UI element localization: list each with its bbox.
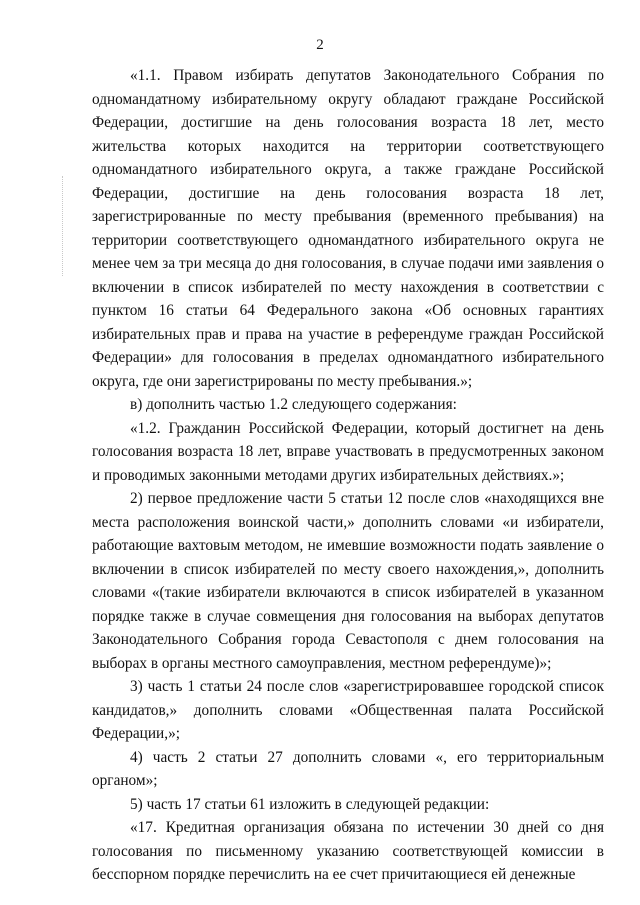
- page-number: 2: [316, 37, 324, 53]
- paragraph-item-5: 5) часть 17 статьи 61 изложить в следующей редакции:: [130, 795, 490, 813]
- paragraph-1-1: «1.1. Правом избирать депутатов Законодательного Собрания по одномандатному избирательному округу обладают граждане Российской Федерации, достигшие на день голосования возраста 18 лет, место жительства которых находится на территории соответствующего одномандатного избирательного округа, а также граждане Российской Федерации, достигшие на день голосования возраста 18 лет, зарегистрированные по месту пребывания (временного пребывания) на территории соответствующего одномандатного избирательного округа не менее чем за три месяца до дня голосования, в случае подачи ими заявления о включении в список избирателей по месту нахождения в соответствии с пунктом 16 статьи 64 Федерального закона «Об основных гарантиях избирательных прав и права на участие в референдуме граждан Российской Федерации» для голосования в пределах одномандатного избирательного округа, где они зарегистрированы по месту пребывания.»;: [92, 67, 604, 390]
- binding-margin-mark: [62, 176, 64, 276]
- document-body: [92, 64, 604, 887]
- paragraph-item-2: 2) первое предложение части 5 статьи 12 после слов «находящихся вне места расположения воинской части,» дополнить словами «и избиратели, работающие вахтовым методом, не имевшие возможности подать заявление о включении в список избирателей по месту своего нахождения,», дополнить словами «(такие избиратели включаются в список избирателей в указанном порядке также в случае совмещения дня голосования на выборах депутатов Законодательного Собрания города Севастополя с днем голосования на выборах в органы местного самоуправления, местном референдуме)»;: [92, 490, 604, 672]
- paragraph-amendment-v: в) дополнить частью 1.2 следующего содержания:: [130, 396, 457, 413]
- paragraph-1-2: «1.2. Гражданин Российской Федерации, который достигнет на день голосования возраста 18 лет, вправе участвовать в предусмотренных законом и проводимых законными методами других избирательных действиях.»;: [92, 419, 604, 484]
- paragraph-17: «17. Кредитная организация обязана по истечении 30 дней со дня голосования по письменному указанию соответствующей комиссии в бесспорном порядке перечислить на ее счет причитающиеся ей денежные: [92, 819, 604, 883]
- paragraph-item-3: 3) часть 1 статьи 24 после слов «зарегистрировавшее городской список кандидатов,» дополнить словами «Общественная палата Российской Федерации,»;: [92, 678, 604, 742]
- paragraph-item-4: 4) часть 2 статьи 27 дополнить словами «, его территориальным органом»;: [92, 748, 604, 789]
